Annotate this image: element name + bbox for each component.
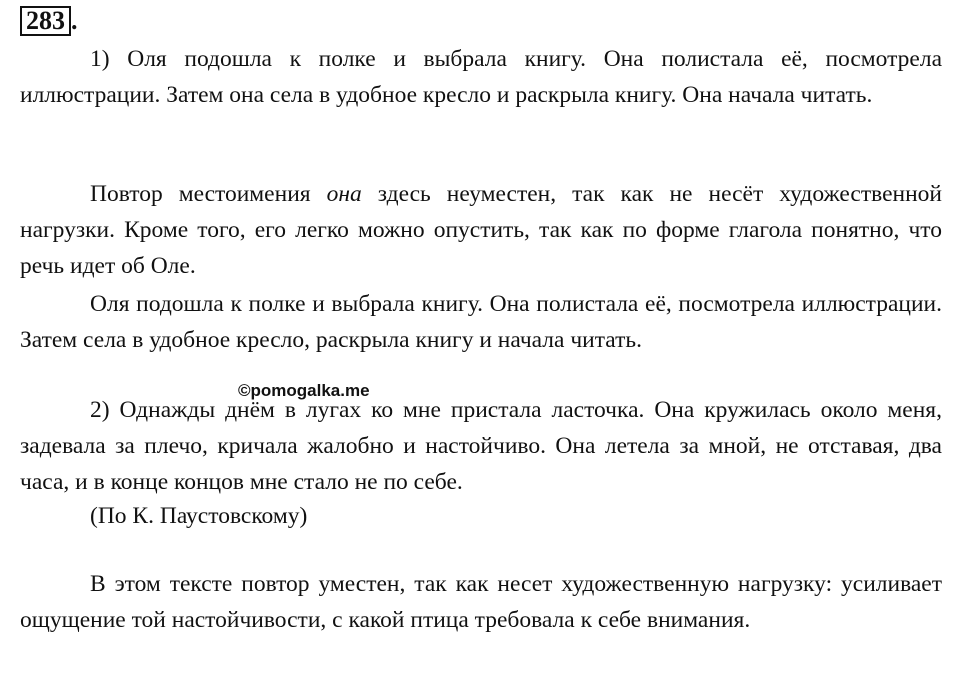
- paragraph-analysis-2: В этом тексте повтор уместен, так как несет художественную нагрузку: усиливает ощущение той настойчивости, с какой птица требовала к себе внимания.: [20, 571, 942, 633]
- paragraph-analysis-1: [20, 176, 942, 284]
- exercise-number-box: 283: [20, 6, 71, 36]
- paragraph-source: (По К. Паустовскому): [90, 503, 308, 529]
- exercise-number: [20, 6, 78, 36]
- paragraph-example-1: 1) Оля подошла к полке и выбрала книгу. Она полистала её, посмотрела иллюстрации. Затем она села в удобное кресло и раскрыла книгу. Она начала читать.: [20, 46, 942, 108]
- watermark: ©pomogalka.me: [238, 381, 370, 400]
- analysis-1-text-end: здесь неуместен, так как не несёт художественной нагрузки. Кроме того, его легко можно опустить, так как по форме глагола понятно, что речь идет об Оле.: [20, 181, 942, 279]
- exercise-number-suffix: .: [71, 6, 78, 35]
- paragraph-corrected-1: Оля подошла к полке и выбрала книгу. Она полистала её, посмотрела иллюстрации. Затем села в удобное кресло, раскрыла книгу и начала читать.: [20, 291, 942, 353]
- textbook-page: [20, 0, 942, 680]
- paragraph-example-2: 2) Однажды днём в лугах ко мне пристала ласточка. Она кружилась около меня, задевала за плечо, кричала жалобно и настойчиво. Она летела за мной, не отставая, два часа, и в конце концов мне стало не по себе.: [20, 397, 942, 495]
- analysis-1-text-start: Повтор местоимения: [90, 181, 327, 207]
- italic-pronoun: она: [326, 181, 362, 207]
